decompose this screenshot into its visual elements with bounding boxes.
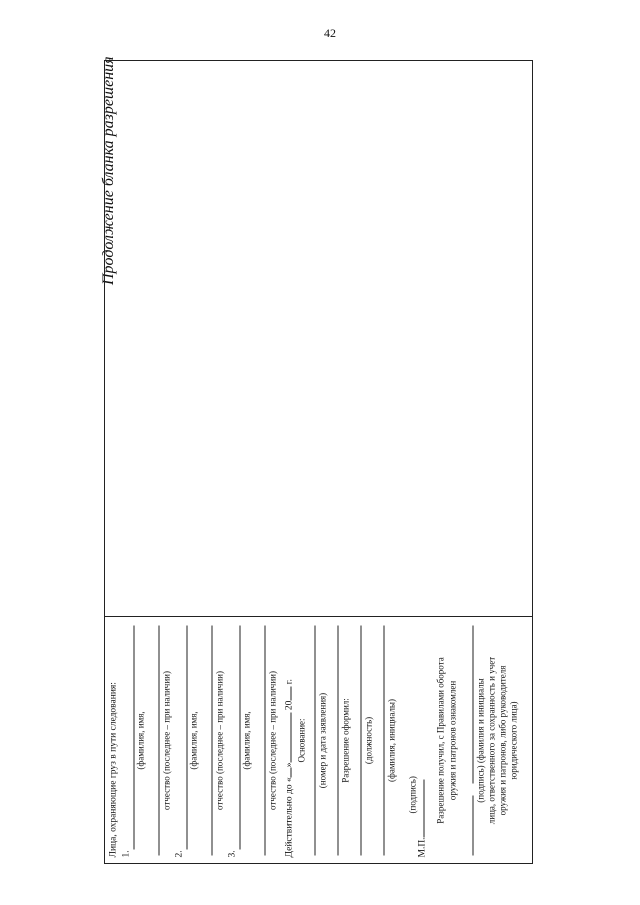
item-3-line — [240, 626, 241, 850]
received-line-1: Разрешение получил, с Правилами оборота — [435, 657, 446, 824]
basis-label: Основание: — [296, 718, 307, 763]
bottom-name-line — [473, 626, 474, 784]
form-region — [105, 617, 534, 863]
page-number: 42 — [324, 26, 336, 40]
item-1-line — [134, 626, 135, 850]
item-1-caption-patronymic: отчество (последнее – при наличии) — [161, 671, 172, 810]
item-1-caption-name: (фамилия, имя, — [135, 711, 146, 770]
valid-until — [285, 624, 296, 858]
mp-label: М.П. — [417, 837, 428, 858]
item-3-caption-name: (фамилия, имя, — [241, 711, 252, 770]
item-1-line-2 — [159, 626, 160, 856]
item-1-number: 1. — [121, 850, 132, 858]
issued-by-label: Разрешение оформил: — [340, 698, 351, 783]
application-line — [315, 626, 316, 856]
item-3-number: 3. — [227, 850, 238, 858]
rotated-form — [105, 618, 534, 864]
position-caption: (должность) — [363, 716, 374, 765]
valid-prefix: Действительно до « — [284, 777, 295, 858]
item-2-number: 2. — [174, 850, 185, 858]
bottom-signature-line — [473, 796, 474, 856]
valid-suffix: г. — [284, 679, 295, 685]
position-line — [361, 626, 362, 856]
item-3-line-2 — [265, 626, 266, 856]
bottom-caption-4: юридического лица) — [508, 701, 519, 780]
stamp-place — [418, 624, 429, 858]
signature-caption: (подпись) — [407, 776, 418, 814]
received-line-2: оружия и патронов ознакомлен — [447, 680, 458, 801]
bottom-caption-1: (подпись) (фамилия и инициалы — [475, 678, 486, 803]
bottom-caption-3: оружия и патронов, либо руководителя — [497, 665, 508, 816]
bottom-caption-2: лица, ответственного за сохранность и учет — [486, 656, 497, 825]
issued-line — [338, 626, 339, 856]
surname-caption: (фамилия, инициалы) — [386, 699, 397, 782]
valid-year: 20 — [284, 700, 295, 711]
item-2-caption-name: (фамилия, имя, — [188, 711, 199, 770]
application-caption: (номер и дата заявления) — [317, 692, 328, 789]
item-3-caption-patronymic: отчество (последнее – при наличии) — [267, 671, 278, 810]
document-title: Продолжение бланка разрешения — [100, 56, 117, 285]
item-2-line-2 — [212, 626, 213, 856]
surname-line — [384, 626, 385, 856]
persons-label: Лица, охраняющие груз в пути следования: — [108, 682, 119, 858]
valid-mid: » — [284, 762, 295, 768]
permit-form-frame — [104, 60, 533, 864]
item-2-caption-patronymic: отчество (последнее – при наличии) — [214, 671, 225, 810]
item-2-line — [187, 626, 188, 850]
